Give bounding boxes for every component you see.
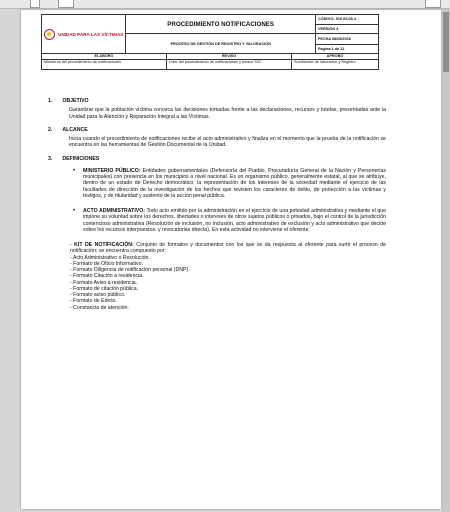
kit-text: Conjunto de formatos y documentos con los que se da respuesta al oferente para surtir el proceso de notificación; se encuentra compuesto por: [70, 242, 386, 255]
document-version: VERSIÓN 4 [316, 24, 379, 34]
section-number: 3. [48, 155, 53, 162]
reviso-value: Líder del procedimiento de notificaciones y enlace SIG [167, 60, 292, 70]
definition-text: Todo acto emitido por la administración en el ejercicio de una potestad administrativa y mediante el que impone su voluntad sobre los derechos, libertades o intereses de otros sujetos públicos o privados, bajo el control de la jurisdicción contencioso administrativa (Resolución de inclusión, no inclusión, acto administrativo de exclusión y acto administrativo que decide sobre los recursos interpuestos. y revocatorias directa). En esta actividad no interviene el oferente. [83, 208, 386, 233]
reviso-header: REVISÓ [167, 54, 292, 60]
logo-cell [42, 15, 126, 54]
document-code: CÓDIGO: 510,05,08-4 [316, 15, 379, 25]
kit-items-list [70, 255, 386, 311]
toolbar-button[interactable] [425, 0, 441, 8]
kit-definition [70, 242, 386, 311]
section-number: 2. [48, 126, 53, 133]
vertical-scrollbar[interactable] [442, 9, 450, 512]
kit-item: - Formato de citación pública. [70, 285, 139, 292]
document-date: FECHA 08/08/2016 [316, 34, 379, 45]
definition-text: Entidades gubernamentales (Defensoría del Pueblo, Procuraduría General de la Nación y Personerías municipales) con presencia en los municipios a nivel nacional. Es un organismo público, generalmente estatal, al que se atribuye, dentro de un estado de Derecho democrático, la representación de los intereses de la sociedad mediante el ejercicio de las facultades de dirección de la investigación de los hechos que revisten los caracteres de delito, de protección a las víctimas y testigos, y de titularidad y sustento de la acción penal pública. [83, 167, 386, 199]
viewer-toolbar [0, 0, 450, 9]
bullet-icon: • [73, 167, 76, 174]
unit-logo-icon [44, 29, 55, 40]
toolbar-button[interactable] [58, 0, 74, 8]
section-title: OBJETIVO [62, 98, 89, 104]
kit-item: - Formato Citación a residencia. [70, 273, 144, 280]
section-paragraph: Garantizar que la población víctima conozca las decisiones tomadas frente a las declaraciones, recursos y tutelas, presentadas ante la Unidad para la Atención y Reparación Integral a las Víctimas. [69, 107, 386, 120]
definitions-list [69, 168, 386, 233]
definition-item [69, 208, 386, 233]
section-number: 1. [48, 98, 53, 104]
scrollbar-thumb[interactable] [443, 12, 449, 72]
kit-item: - Constancia de atención. [70, 304, 129, 311]
document-body [48, 98, 386, 311]
section-title: DEFINICIONES [62, 155, 100, 162]
aprobo-value: Subdirector de Valoración y Registro [292, 60, 379, 70]
logo-text: UNIDAD PARA LAS VÍCTIMAS [58, 31, 124, 37]
approval-table [41, 53, 379, 70]
kit-term: KIT DE NOTIFICACIÓN: [74, 242, 134, 248]
document-header-table [41, 14, 379, 54]
definition-term: MINISTERIO PÚBLICO: [83, 167, 141, 174]
process-name: PROCESO DE GESTIÓN DE REGISTRO Y VALORACIÓN [126, 34, 316, 54]
procedure-title: PROCEDIMIENTO NOTIFICACIONES [126, 15, 316, 34]
kit-item: - Acto Administrativo o Resolución. [70, 254, 150, 261]
elaboro-value: Miembros del procedimiento de notificaciones [42, 60, 167, 70]
definition-term: ACTO ADMINISTRATIVO: [83, 208, 145, 214]
kit-item: - Formato Aviso a residencia. [70, 279, 138, 286]
section-paragraph: Inicia cuando el procedimiento de notificaciones recibe el acto administrativo y finaliza en el momento que la prueba de la notificación se encuentra en las herramientas de Gestión Documental de la Unidad. [69, 136, 386, 149]
kit-item: - Formato de Oficio Informativo. [70, 260, 143, 267]
kit-description: - KIT DE NOTIFICACIÓN: Conjunto de formatos y documentos con los que se da respuesta al oferente para surtir el proceso de notificación; se encuentra compuesto por: [70, 242, 386, 255]
kit-item: - Formato Diligencia de notificación personal (DNP). [70, 267, 190, 273]
kit-item: - Formato de Edicto. [70, 298, 117, 305]
section-heading-definiciones [48, 156, 386, 162]
spacer [69, 199, 386, 208]
section-title: ALCANCE [62, 126, 88, 133]
toolbar-button[interactable] [30, 0, 40, 8]
aprobo-header: APROBÓ [292, 54, 379, 60]
section-heading-objetivo [48, 98, 386, 104]
elaboro-header: ELABORÓ [42, 54, 167, 60]
bullet-icon: • [73, 208, 76, 214]
kit-item: - Formato aviso público. [70, 292, 126, 298]
section-heading-alcance [48, 127, 386, 133]
page-number: Página 1 de 12 [316, 45, 379, 54]
definition-item [69, 168, 386, 199]
